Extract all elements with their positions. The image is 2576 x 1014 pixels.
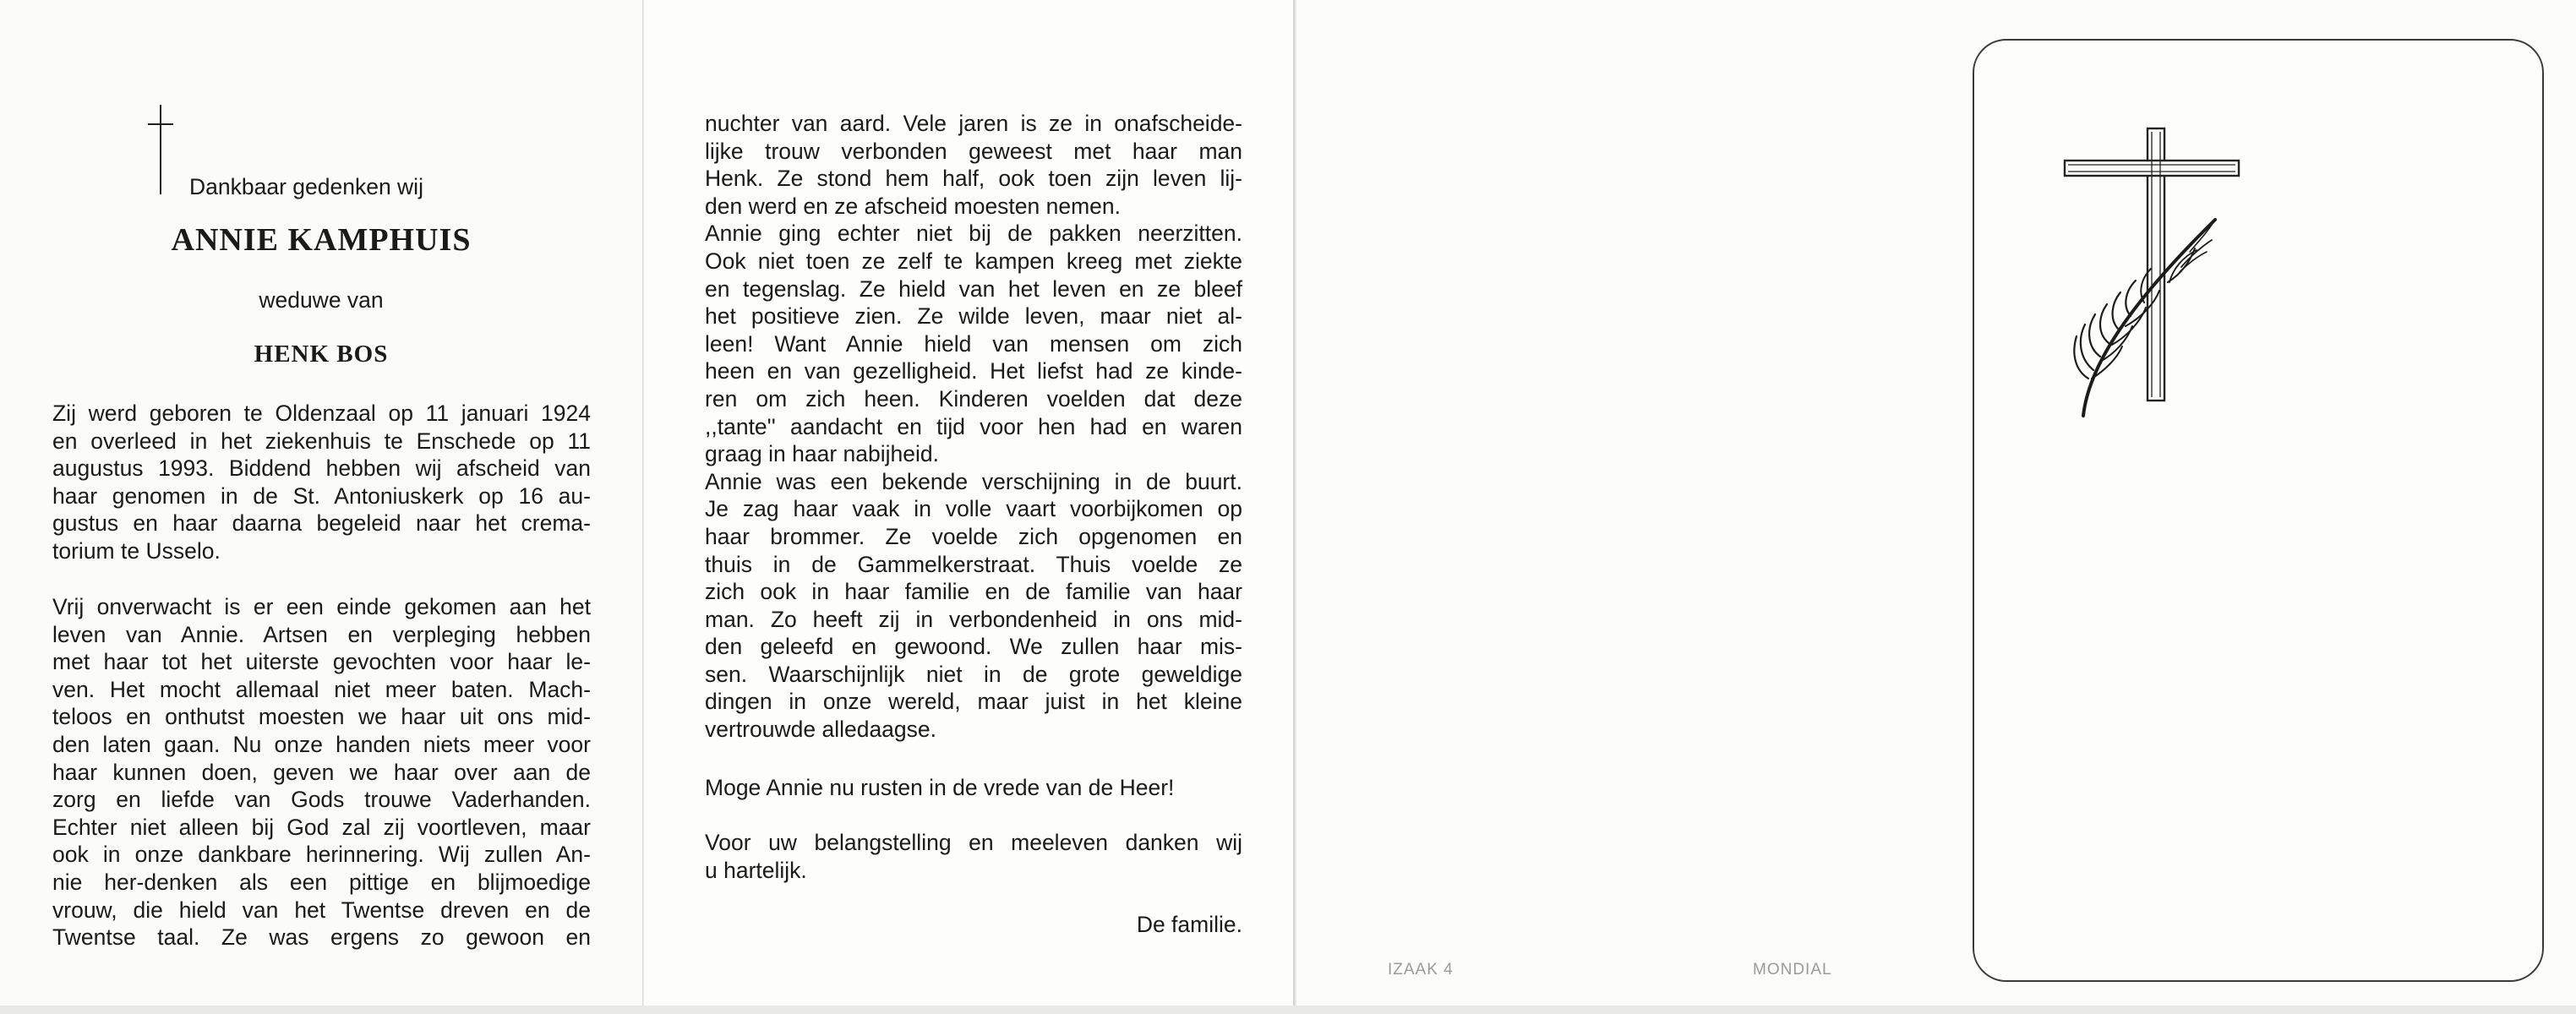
text-line: u hartelijk. [705,857,807,883]
footer-brand: MONDIAL [1753,961,1832,979]
text-line: nie her-denken als een pittige en blijmoedige [52,869,591,895]
text-line: thuis in de Gammelkerstraat. Thuis voelde ze [705,551,1242,577]
text-line: den werd en ze afscheid moesten nemen. [705,193,1122,219]
text-line: teloos en onthutst moesten we haar uit ons mid- [52,704,591,730]
cross-icon [148,105,173,194]
text-line: man. Zo heeft zij in verbondenheid in ons mid- [705,606,1242,632]
text-line: zorg en liefde van Gods trouwe Vaderhanden. [52,787,591,813]
image-panel [1973,39,2544,982]
text-line: Ook niet toen ze zelf te kampen kreeg met ziekte [705,248,1242,274]
text-line: Je zag haar vaak in volle vaart voorbijkomen op [705,496,1242,522]
text-line: zich ook in haar familie en de familie van haar [705,579,1242,605]
text-line: en tegenslag. Ze hield van het leven en ze bleef [705,275,1242,302]
text-line: haar brommer. Ze voelde zich opgenomen en [705,523,1242,549]
text-line: den geleefd en gewoond. We zullen haar mis- [705,634,1242,660]
paragraph-life-story [705,110,1242,744]
text-line: haar genomen in de St. Antoniuskerk op 16 au- [52,482,591,509]
text-line: het positieve zien. Ze wilde leven, maar niet al- [705,303,1242,330]
text-line: gustus en haar daarna begeleid naar het crema- [52,510,591,537]
text-line: en overleed in het ziekenhuis te Enschede op 11 [52,428,591,454]
text-line: torium te Usselo. [52,537,221,564]
text-line: Zij werd geboren te Oldenzaal op 11 januari 1924 [52,401,591,426]
text-line: lijke trouw verbonden geweest met haar man [705,138,1242,164]
text-line: den laten gaan. Nu onze handen niets meer voor [52,731,591,757]
signature: De familie. [1136,912,1242,937]
text-line: leen! Want Annie hield van mensen om zich [705,330,1242,357]
text-line: ook in onze dankbare herinnering. Wij zullen An- [52,842,591,868]
card-left-panel [0,0,643,1006]
text-line: nuchter van aard. Vele jaren is ze in onafscheide- [705,111,1242,136]
text-line: Annie was een bekende verschijning in de buurt. [705,468,1242,494]
text-line: met haar tot het uiterste gevochten voor haar le- [52,649,591,675]
spouse-name: HENK BOS [254,341,389,368]
deceased-name: ANNIE KAMPHUIS [171,222,472,258]
text-line: ven. Het mocht allemaal niet meer baten. Mach- [52,676,591,702]
cross-with-palm-branch-icon [2063,125,2249,463]
text-line: ,,tante'' aandacht en tijd voor hen had en waren [705,413,1242,439]
text-line: haar kunnen doen, geven we haar over aan de [52,759,591,785]
text-line: augustus 1993. Biddend hebben wij afscheid van [52,455,591,482]
text-line: leven van Annie. Artsen en verpleging hebben [52,621,591,647]
widow-of-text: weduwe van [259,287,384,313]
text-line: Voor uw belangstelling en meeleven danken wij [705,830,1242,855]
text-line: sen. Waarschijnlijk niet in de grote geweldige [705,661,1242,687]
paragraph-thanks [705,829,1242,884]
text-line: Henk. Ze stond hem half, ook toen zijn leven lij- [705,166,1242,192]
text-line: heen en van gezelligheid. Het liefst had ze kinde- [705,358,1242,384]
text-line: Vrij onverwacht is er een einde gekomen aan het [52,594,591,619]
text-line: Twentse taal. Ze was ergens zo gewoon en [52,924,591,951]
text-line: vrouw, die hield van het Twentse dreven en de [52,897,591,923]
text-line: vertrouwde alledaagse. [705,717,937,743]
paragraph-blessing: Moge Annie nu rusten in de vrede van de Heer! [705,775,1175,800]
text-line: Echter niet alleen bij God zal zij voortleven, maar [52,814,591,840]
text-line: Annie ging echter niet bij de pakken neerzitten. [705,221,1242,247]
card-middle-panel [644,0,1295,1006]
text-line: dingen in onze wereld, maar juist in het kleine [705,689,1242,715]
footer-code: IZAAK 4 [1388,961,1454,979]
intro-text: Dankbaar gedenken wij [189,174,423,199]
paragraph-remembrance [52,593,591,951]
paragraph-birth-death [52,400,591,565]
text-line: graag in haar nabijheid. [705,441,939,467]
text-line: ren om zich heen. Kinderen voelden dat deze [705,385,1242,412]
